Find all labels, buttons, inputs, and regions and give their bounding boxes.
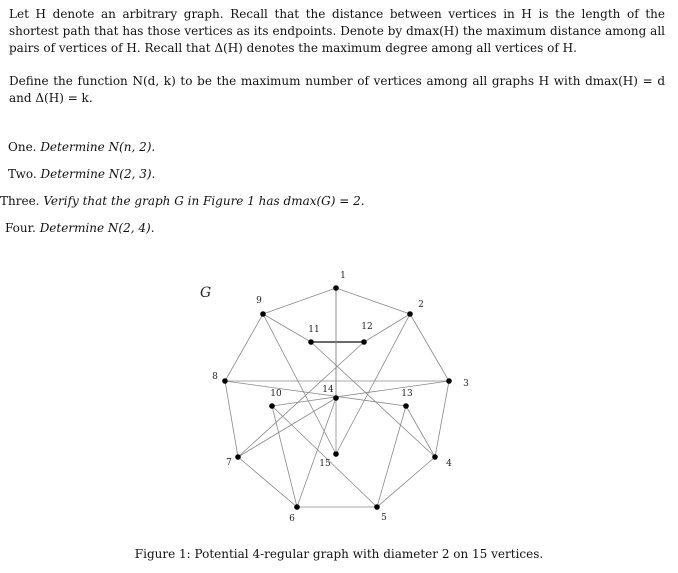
edge-8-13	[225, 381, 406, 406]
vertex-label-15: 15	[319, 459, 331, 469]
vertex-label-8: 8	[212, 372, 218, 382]
edge-1-2	[336, 288, 410, 314]
edge-6-10	[272, 406, 297, 507]
graph-figure	[0, 255, 678, 545]
edge-7-12	[238, 342, 364, 457]
vertex-13	[403, 403, 409, 409]
problem-four-text: Determine N(2, 4).	[39, 221, 155, 235]
vertex-5	[374, 504, 380, 510]
definition-paragraph: Define the function N(d, k) to be the maximum number of vertices among all graphs H with dmax(H) = d and Δ(H) = k.	[9, 74, 665, 105]
problem-two-label: Two.	[8, 167, 37, 181]
problem-one-text: Determine N(n, 2).	[40, 140, 156, 154]
edge-7-14	[238, 398, 336, 457]
graph-vertices	[222, 285, 452, 510]
edge-4-11	[311, 342, 435, 457]
vertex-12	[361, 339, 367, 345]
edge-4-13	[406, 406, 435, 457]
vertex-label-12: 12	[361, 322, 373, 332]
edge-7-8	[225, 381, 238, 457]
graph-vertex-labels	[212, 271, 469, 524]
edge-5-13	[377, 406, 406, 507]
edge-5-10	[272, 406, 377, 507]
edge-8-9	[225, 314, 263, 381]
vertex-9	[260, 311, 266, 317]
problem-three	[0, 193, 365, 210]
problem-four	[5, 220, 155, 237]
edge-9-1	[263, 288, 336, 314]
intro-paragraph: Let H denote an arbitrary graph. Recall that the distance between vertices in H is the length of the shortest path that has those vertices as its endpoints. Denote by dmax(H) the maximum distance among all pairs of vertices of H. Recall that Δ(H) denotes the maximum degree among all vertices of H.	[9, 7, 665, 55]
vertex-label-14: 14	[322, 385, 334, 395]
vertex-15	[333, 451, 339, 457]
edge-3-4	[435, 381, 449, 457]
vertex-label-11: 11	[308, 325, 320, 335]
problem-four-label: Four.	[5, 221, 36, 235]
vertex-8	[222, 378, 228, 384]
vertex-6	[294, 504, 300, 510]
figure-caption: Figure 1: Potential 4-regular graph with diameter 2 on 15 vertices.	[134, 547, 544, 561]
graph-label: G	[200, 285, 212, 301]
vertex-2	[407, 311, 413, 317]
problem-one-label: One.	[8, 140, 37, 154]
vertex-7	[235, 454, 241, 460]
vertex-label-1: 1	[340, 271, 346, 281]
vertex-label-7: 7	[226, 458, 232, 468]
vertex-4	[432, 454, 438, 460]
problem-three-label: Three.	[0, 194, 40, 208]
problem-one	[8, 139, 155, 156]
vertex-label-6: 6	[289, 514, 295, 524]
vertex-label-4: 4	[446, 459, 452, 469]
edge-6-14	[297, 398, 336, 507]
vertex-14	[333, 395, 339, 401]
vertex-11	[308, 339, 314, 345]
vertex-label-10: 10	[270, 389, 282, 399]
vertex-label-3: 3	[463, 379, 469, 389]
vertex-label-9: 9	[256, 296, 262, 306]
edge-2-3	[410, 314, 449, 381]
problem-two	[8, 166, 155, 183]
problem-three-text: Verify that the graph G in Figure 1 has dmax(G) = 2.	[43, 194, 365, 208]
vertex-3	[446, 378, 452, 384]
edge-4-5	[377, 457, 435, 507]
edge-6-7	[238, 457, 297, 507]
problem-two-text: Determine N(2, 3).	[40, 167, 156, 181]
vertex-label-13: 13	[401, 389, 413, 399]
vertex-1	[333, 285, 339, 291]
edge-2-15	[336, 314, 410, 454]
vertex-label-5: 5	[381, 513, 387, 523]
vertex-10	[269, 403, 275, 409]
vertex-label-2: 2	[418, 300, 424, 310]
